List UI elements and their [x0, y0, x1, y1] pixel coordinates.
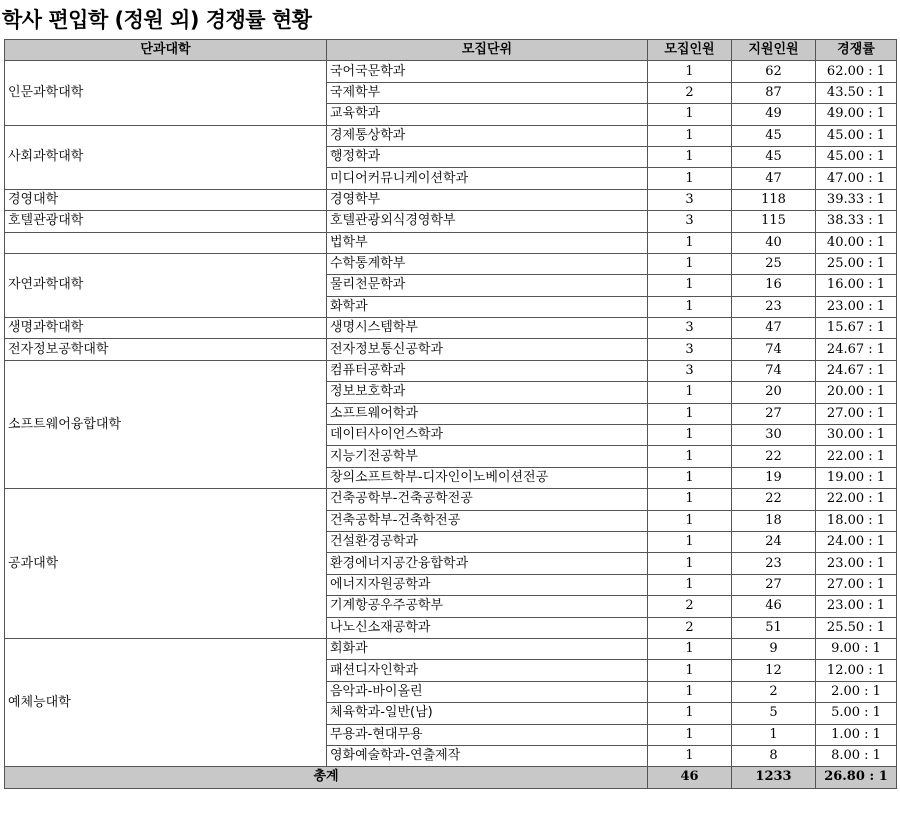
quota-cell: 2 [648, 617, 732, 638]
table-row [5, 61, 897, 82]
ratio-cell: 27.00 : 1 [816, 403, 897, 424]
applicants-cell: 74 [732, 339, 816, 360]
header-college: 단과대학 [5, 40, 327, 61]
table-row [5, 232, 897, 253]
applicants-cell: 46 [732, 596, 816, 617]
competition-table [4, 39, 897, 789]
header-ratio: 경쟁률 [816, 40, 897, 61]
table-row [5, 211, 897, 232]
quota-cell: 1 [648, 638, 732, 659]
unit-cell: 미디어커뮤니케이션학과 [327, 168, 648, 189]
quota-cell: 1 [648, 61, 732, 82]
unit-cell: 회화과 [327, 638, 648, 659]
quota-cell: 1 [648, 146, 732, 167]
ratio-cell: 19.00 : 1 [816, 467, 897, 488]
unit-cell: 건축공학부-건축공학전공 [327, 489, 648, 510]
unit-cell: 국제학부 [327, 82, 648, 103]
applicants-cell: 25 [732, 253, 816, 274]
quota-cell: 1 [648, 703, 732, 724]
unit-cell: 건축공학부-건축학전공 [327, 510, 648, 531]
header-unit: 모집단위 [327, 40, 648, 61]
table-row [5, 318, 897, 339]
ratio-cell: 43.50 : 1 [816, 82, 897, 103]
quota-cell: 1 [648, 724, 732, 745]
unit-cell: 지능기전공학부 [327, 446, 648, 467]
table-row [5, 638, 897, 659]
applicants-cell: 16 [732, 275, 816, 296]
ratio-cell: 23.00 : 1 [816, 296, 897, 317]
applicants-cell: 115 [732, 211, 816, 232]
table-row [5, 339, 897, 360]
ratio-cell: 16.00 : 1 [816, 275, 897, 296]
applicants-cell: 45 [732, 146, 816, 167]
college-cell: 생명과학대학 [5, 318, 327, 339]
applicants-cell: 12 [732, 660, 816, 681]
unit-cell: 호텔관광외식경영학부 [327, 211, 648, 232]
quota-cell: 1 [648, 489, 732, 510]
unit-cell: 기계항공우주공학부 [327, 596, 648, 617]
applicants-cell: 118 [732, 189, 816, 210]
applicants-cell: 19 [732, 467, 816, 488]
unit-cell: 소프트웨어학과 [327, 403, 648, 424]
unit-cell: 경제통상학과 [327, 125, 648, 146]
table-row [5, 125, 897, 146]
table-row [5, 253, 897, 274]
quota-cell: 2 [648, 82, 732, 103]
quota-cell: 1 [648, 745, 732, 766]
college-cell: 소프트웨어융합대학 [5, 360, 327, 488]
applicants-cell: 22 [732, 489, 816, 510]
table-body [5, 61, 897, 788]
applicants-cell: 8 [732, 745, 816, 766]
applicants-cell: 47 [732, 168, 816, 189]
header-quota: 모집인원 [648, 40, 732, 61]
applicants-cell: 74 [732, 360, 816, 381]
unit-cell: 국어국문학과 [327, 61, 648, 82]
quota-cell: 1 [648, 253, 732, 274]
applicants-cell: 40 [732, 232, 816, 253]
quota-cell: 1 [648, 574, 732, 595]
unit-cell: 환경에너지공간융합학과 [327, 553, 648, 574]
quota-cell: 3 [648, 318, 732, 339]
page-title: 학사 편입학 (정원 외) 경쟁률 현황 [2, 8, 312, 32]
ratio-cell: 18.00 : 1 [816, 510, 897, 531]
unit-cell: 경영학부 [327, 189, 648, 210]
unit-cell: 행정학과 [327, 146, 648, 167]
header-applicants: 지원인원 [732, 40, 816, 61]
unit-cell: 무용과-현대무용 [327, 724, 648, 745]
ratio-cell: 45.00 : 1 [816, 125, 897, 146]
unit-cell: 데이터사이언스학과 [327, 425, 648, 446]
ratio-cell: 24.67 : 1 [816, 360, 897, 381]
college-cell [5, 232, 327, 253]
total-applicants: 1233 [732, 767, 816, 788]
quota-cell: 1 [648, 232, 732, 253]
quota-cell: 2 [648, 596, 732, 617]
quota-cell: 1 [648, 382, 732, 403]
quota-cell: 1 [648, 403, 732, 424]
table-row [5, 360, 897, 381]
college-cell: 공과대학 [5, 489, 327, 639]
quota-cell: 1 [648, 446, 732, 467]
quota-cell: 1 [648, 275, 732, 296]
unit-cell: 영화예술학과-연출제작 [327, 745, 648, 766]
applicants-cell: 18 [732, 510, 816, 531]
quota-cell: 3 [648, 339, 732, 360]
quota-cell: 1 [648, 681, 732, 702]
unit-cell: 음악과-바이올린 [327, 681, 648, 702]
unit-cell: 건설환경공학과 [327, 531, 648, 552]
applicants-cell: 22 [732, 446, 816, 467]
ratio-cell: 45.00 : 1 [816, 146, 897, 167]
ratio-cell: 9.00 : 1 [816, 638, 897, 659]
applicants-cell: 30 [732, 425, 816, 446]
quota-cell: 1 [648, 660, 732, 681]
quota-cell: 3 [648, 211, 732, 232]
quota-cell: 1 [648, 425, 732, 446]
unit-cell: 교육학과 [327, 104, 648, 125]
applicants-cell: 49 [732, 104, 816, 125]
unit-cell: 생명시스템학부 [327, 318, 648, 339]
table-row [5, 489, 897, 510]
unit-cell: 컴퓨터공학과 [327, 360, 648, 381]
applicants-cell: 45 [732, 125, 816, 146]
unit-cell: 법학부 [327, 232, 648, 253]
ratio-cell: 23.00 : 1 [816, 553, 897, 574]
college-cell: 예체능대학 [5, 638, 327, 766]
quota-cell: 1 [648, 104, 732, 125]
applicants-cell: 62 [732, 61, 816, 82]
unit-cell: 물리천문학과 [327, 275, 648, 296]
header-row [5, 40, 897, 61]
ratio-cell: 47.00 : 1 [816, 168, 897, 189]
quota-cell: 3 [648, 360, 732, 381]
quota-cell: 1 [648, 553, 732, 574]
applicants-cell: 27 [732, 403, 816, 424]
unit-cell: 에너지자원공학과 [327, 574, 648, 595]
unit-cell: 나노신소재공학과 [327, 617, 648, 638]
applicants-cell: 87 [732, 82, 816, 103]
quota-cell: 1 [648, 168, 732, 189]
ratio-cell: 2.00 : 1 [816, 681, 897, 702]
ratio-cell: 49.00 : 1 [816, 104, 897, 125]
college-cell: 전자정보공학대학 [5, 339, 327, 360]
quota-cell: 1 [648, 125, 732, 146]
ratio-cell: 30.00 : 1 [816, 425, 897, 446]
ratio-cell: 20.00 : 1 [816, 382, 897, 403]
college-cell: 경영대학 [5, 189, 327, 210]
ratio-cell: 8.00 : 1 [816, 745, 897, 766]
ratio-cell: 12.00 : 1 [816, 660, 897, 681]
applicants-cell: 1 [732, 724, 816, 745]
table-row [5, 189, 897, 210]
ratio-cell: 24.00 : 1 [816, 531, 897, 552]
unit-cell: 창의소프트학부-디자인이노베이션전공 [327, 467, 648, 488]
applicants-cell: 24 [732, 531, 816, 552]
total-ratio: 26.80 : 1 [816, 767, 897, 788]
ratio-cell: 39.33 : 1 [816, 189, 897, 210]
applicants-cell: 51 [732, 617, 816, 638]
quota-cell: 3 [648, 189, 732, 210]
college-cell: 인문과학대학 [5, 61, 327, 125]
ratio-cell: 22.00 : 1 [816, 489, 897, 510]
total-quota: 46 [648, 767, 732, 788]
unit-cell: 정보보호학과 [327, 382, 648, 403]
ratio-cell: 1.00 : 1 [816, 724, 897, 745]
college-cell: 호텔관광대학 [5, 211, 327, 232]
ratio-cell: 24.67 : 1 [816, 339, 897, 360]
unit-cell: 화학과 [327, 296, 648, 317]
unit-cell: 패션디자인학과 [327, 660, 648, 681]
unit-cell: 수학통계학부 [327, 253, 648, 274]
ratio-cell: 23.00 : 1 [816, 596, 897, 617]
applicants-cell: 23 [732, 553, 816, 574]
ratio-cell: 38.33 : 1 [816, 211, 897, 232]
ratio-cell: 25.00 : 1 [816, 253, 897, 274]
ratio-cell: 22.00 : 1 [816, 446, 897, 467]
applicants-cell: 2 [732, 681, 816, 702]
ratio-cell: 62.00 : 1 [816, 61, 897, 82]
ratio-cell: 5.00 : 1 [816, 703, 897, 724]
quota-cell: 1 [648, 296, 732, 317]
college-cell: 자연과학대학 [5, 253, 327, 317]
ratio-cell: 25.50 : 1 [816, 617, 897, 638]
applicants-cell: 5 [732, 703, 816, 724]
unit-cell: 전자정보통신공학과 [327, 339, 648, 360]
ratio-cell: 15.67 : 1 [816, 318, 897, 339]
applicants-cell: 47 [732, 318, 816, 339]
applicants-cell: 9 [732, 638, 816, 659]
applicants-cell: 20 [732, 382, 816, 403]
quota-cell: 1 [648, 510, 732, 531]
quota-cell: 1 [648, 531, 732, 552]
ratio-cell: 27.00 : 1 [816, 574, 897, 595]
ratio-cell: 40.00 : 1 [816, 232, 897, 253]
unit-cell: 체육학과-일반(남) [327, 703, 648, 724]
total-label: 총계 [5, 767, 648, 788]
college-cell: 사회과학대학 [5, 125, 327, 189]
applicants-cell: 27 [732, 574, 816, 595]
quota-cell: 1 [648, 467, 732, 488]
total-row [5, 767, 897, 788]
applicants-cell: 23 [732, 296, 816, 317]
